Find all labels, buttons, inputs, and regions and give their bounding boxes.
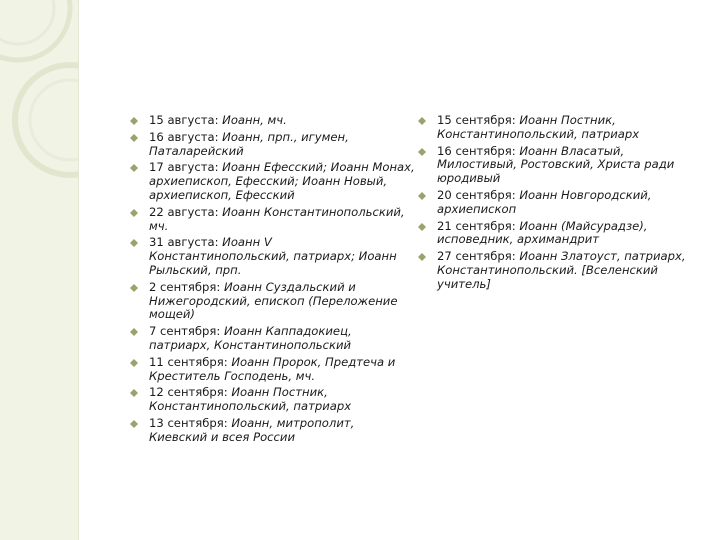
right-column-list bbox=[418, 114, 703, 295]
list-item-text: Иоанн Новгородский, архиепископ bbox=[437, 187, 652, 216]
bullet-diamond-icon bbox=[130, 164, 138, 172]
bullet-diamond-icon bbox=[130, 134, 138, 142]
bullet-diamond-icon bbox=[130, 359, 138, 367]
list-item-date: 11 сентября bbox=[149, 354, 224, 369]
list-item-date: 21 сентября bbox=[437, 218, 512, 233]
list-item: 27 сентября: Иоанн Златоуст, патриарх, Константинопольский. [Вселенский учитель] bbox=[418, 250, 703, 291]
list-item: 12 сентября: Иоанн Постник, Константинопольский, патриарх bbox=[130, 386, 415, 414]
bullet-diamond-icon bbox=[130, 389, 138, 397]
list-item: 31 августа: Иоанн V Константинопольский, патриарх; Иоанн Рыльский, прп. bbox=[130, 236, 415, 277]
bullet-diamond-icon bbox=[418, 148, 426, 156]
list-item-text: Иоанн (Майсурадзе), исповедник, архимандрит bbox=[437, 218, 648, 247]
list-item: 15 сентября: Иоанн Постник, Константинопольский, патриарх bbox=[418, 114, 703, 142]
list-item-date: 7 сентября bbox=[149, 324, 217, 339]
list-item: 16 августа: Иоанн, прп., игумен, Паталарейский bbox=[130, 131, 415, 159]
list-item-date: 2 сентября bbox=[149, 279, 217, 294]
list-item-text: Иоанн Постник, Константинопольский, патриарх bbox=[149, 385, 352, 414]
bullet-diamond-icon bbox=[418, 253, 426, 261]
list-item: 11 сентября: Иоанн Пророк, Предтеча и Креститель Господень, мч. bbox=[130, 356, 415, 384]
list-item-date: 13 сентября bbox=[149, 415, 224, 430]
list-item: 17 августа: Иоанн Ефесский; Иоанн Монах, архиепископ, Ефесский; Иоанн Новый, архиепископ, Ефесский bbox=[130, 161, 415, 202]
list-item-text: Иоанн Власатый, Милостивый, Ростовский, Христа ради юродивый bbox=[437, 143, 675, 186]
list-item-text: Иоанн Каппадокиец, патриарх, Константинопольский bbox=[149, 324, 352, 352]
bullet-diamond-icon bbox=[418, 192, 426, 200]
bullet-diamond-icon bbox=[130, 420, 138, 428]
bullet-diamond-icon bbox=[130, 239, 138, 247]
list-item-text: Иоанн, митрополит, Киевский и всея России bbox=[149, 415, 355, 444]
list-item-text: Иоанн Постник, Константинопольский, патриарх bbox=[437, 113, 640, 141]
left-column-list bbox=[130, 114, 415, 448]
list-item: 15 августа: Иоанн, мч. bbox=[130, 114, 415, 128]
list-item-date: 31 августа bbox=[149, 235, 215, 250]
list-item: 16 сентября: Иоанн Власатый, Милостивый, Ростовский, Христа ради юродивый bbox=[418, 145, 703, 186]
list-item: 22 августа: Иоанн Константинопольский, мч. bbox=[130, 206, 415, 234]
bullet-diamond-icon bbox=[130, 117, 138, 125]
bullet-diamond-icon bbox=[418, 117, 426, 125]
list-item-text: Иоанн, мч. bbox=[222, 113, 287, 127]
bullet-diamond-icon bbox=[130, 284, 138, 292]
list-item-text: Иоанн, прп., игумен, Паталарейский bbox=[149, 129, 349, 158]
list-item-date: 12 сентября bbox=[149, 385, 224, 400]
list-item-text: Иоанн Пророк, Предтеча и Креститель Господень, мч. bbox=[149, 354, 396, 383]
list-item-date: 22 августа bbox=[149, 204, 215, 219]
list-item-date: 17 августа bbox=[149, 160, 215, 175]
list-item: 7 сентября: Иоанн Каппадокиец, патриарх, Константинопольский bbox=[130, 325, 415, 353]
list-item-text: Иоанн Константинопольский, мч. bbox=[149, 204, 405, 233]
list-item-date: 20 сентября bbox=[437, 187, 512, 202]
list-item-date: 16 августа bbox=[149, 129, 215, 144]
bullet-diamond-icon bbox=[130, 209, 138, 217]
decorative-side-band bbox=[0, 0, 79, 540]
list-item-date: 15 сентября bbox=[437, 113, 512, 127]
list-item-text: Иоанн Златоуст, патриарх, Константинопольский. [Вселенский учитель] bbox=[437, 249, 686, 291]
bullet-diamond-icon bbox=[418, 223, 426, 231]
list-item-text: Иоанн Ефесский; Иоанн Монах, архиепископ, Ефесский; Иоанн Новый, архиепископ, Ефесский bbox=[149, 160, 415, 202]
list-item: 2 сентября: Иоанн Суздальский и Нижегородский, епископ (Переложение мощей) bbox=[130, 281, 415, 322]
list-item: 20 сентября: Иоанн Новгородский, архиепископ bbox=[418, 189, 703, 217]
list-item-text: Иоанн V Константинопольский, патриарх; Иоанн Рыльский, прп. bbox=[149, 235, 397, 277]
list-item-date: 16 сентября bbox=[437, 143, 512, 158]
list-item-text: Иоанн Суздальский и Нижегородский, епископ (Переложение мощей) bbox=[149, 279, 398, 322]
list-item-date: 15 августа bbox=[149, 113, 215, 127]
list-item-date: 27 сентября bbox=[437, 249, 512, 264]
bullet-diamond-icon bbox=[130, 328, 138, 336]
list-item: 21 сентября: Иоанн (Майсурадзе), исповедник, архимандрит bbox=[418, 220, 703, 248]
decorative-circles-graphic bbox=[0, 0, 78, 540]
list-item: 13 сентября: Иоанн, митрополит, Киевский и всея России bbox=[130, 417, 415, 445]
